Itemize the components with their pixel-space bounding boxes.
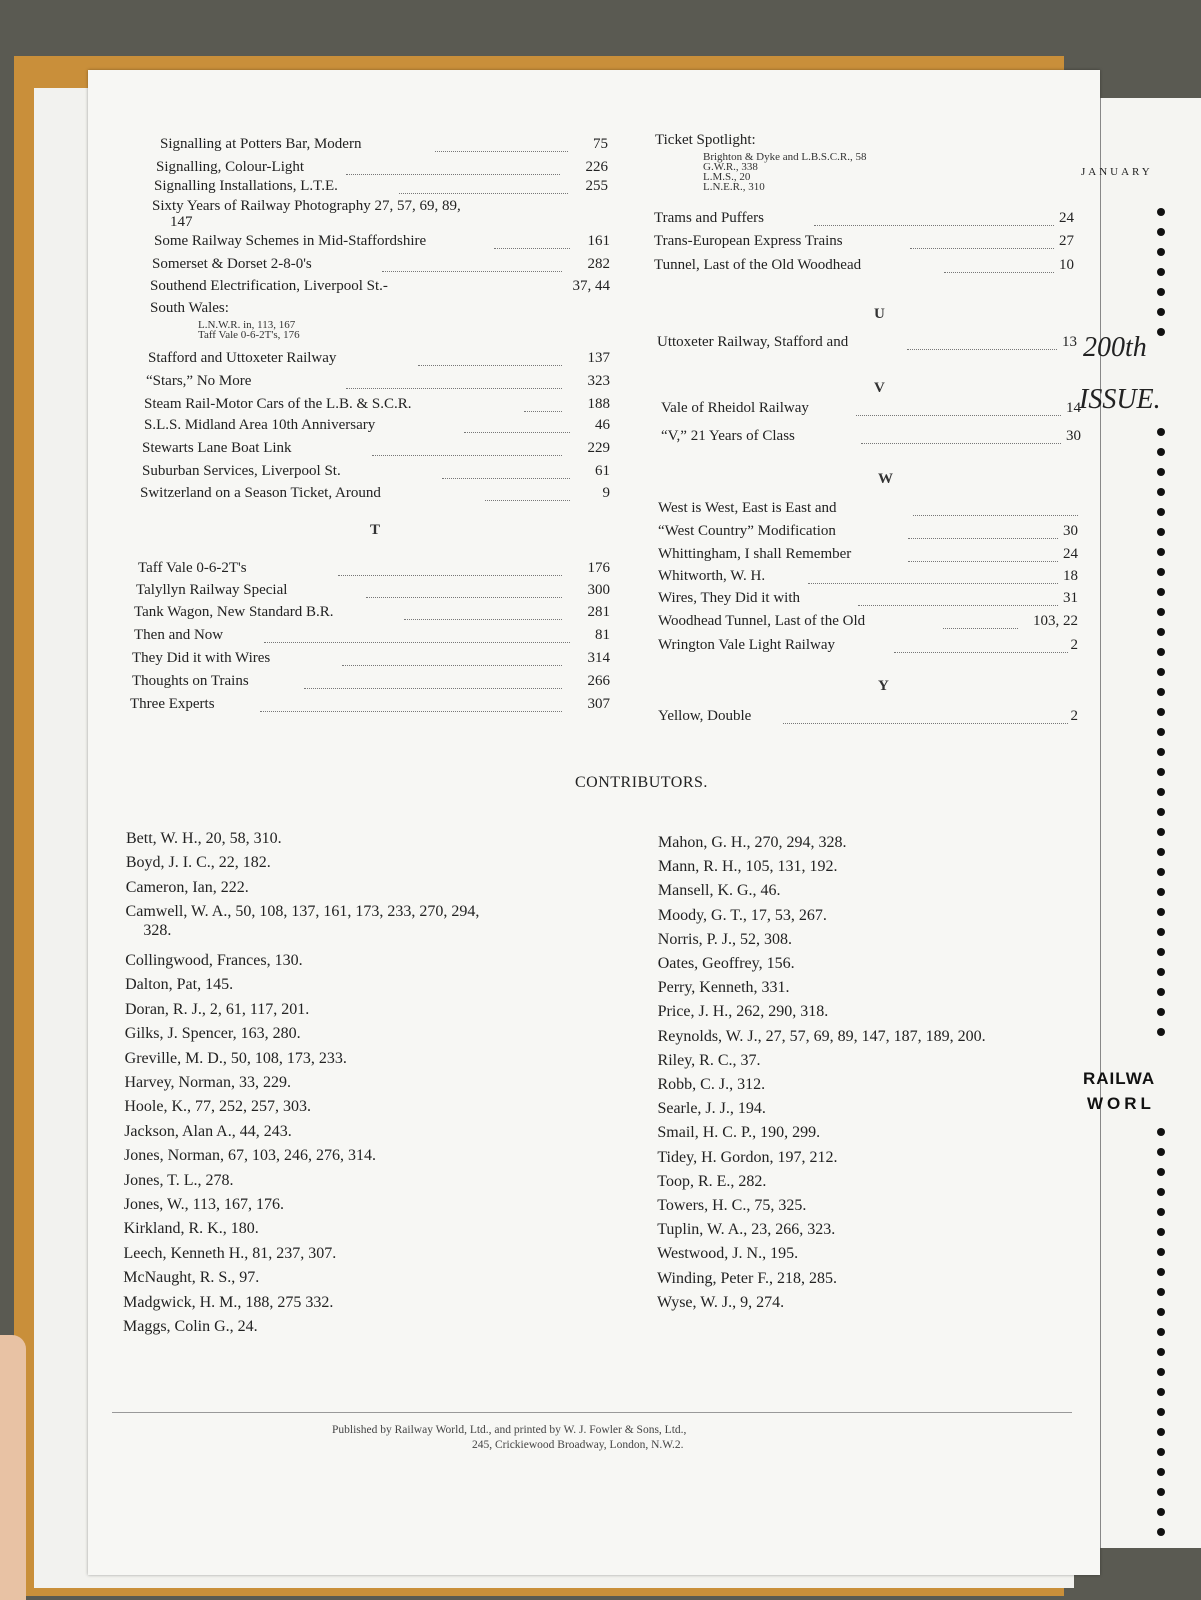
dot-leader (524, 411, 562, 412)
index-entry (160, 136, 608, 158)
contributor-entry: Jones, Norman, 67, 103, 246, 276, 314. (124, 1147, 377, 1165)
dot-leader (346, 174, 560, 175)
contributor-entry: Perry, Kenneth, 331. (657, 979, 790, 997)
border-dot (1157, 328, 1165, 336)
section-letter: W (878, 471, 893, 487)
contributor-entry: Jackson, Alan A., 44, 243. (124, 1122, 292, 1140)
border-dot (1157, 1268, 1165, 1276)
index-entry-continuation: 147 (170, 214, 193, 230)
index-entry-title: Steam Rail-Motor Cars of the L.B. & S.C.R. (144, 396, 412, 412)
dot-leader (494, 248, 570, 249)
index-entry-page: 75 (593, 136, 608, 152)
dot-leader (858, 605, 1058, 606)
border-dot (1157, 1348, 1165, 1356)
index-subentry: L.N.E.R., 310 (703, 181, 765, 193)
contributor-entry: Gilks, J. Spencer, 163, 280. (124, 1025, 301, 1043)
border-dot (1157, 248, 1165, 256)
dot-leader (264, 642, 570, 643)
index-entry (654, 257, 1074, 279)
index-entry-title: Stafford and Uttoxeter Railway (148, 350, 337, 366)
index-entry (136, 582, 610, 604)
footer-rule (112, 1412, 1072, 1413)
index-entry-title: Tank Wagon, New Standard B.R. (134, 604, 334, 620)
border-dot (1157, 528, 1165, 536)
index-entry-page: 226 (585, 159, 608, 175)
index-entry-page: 24 (1059, 210, 1074, 226)
index-entry-title: S.L.S. Midland Area 10th Anniversary (144, 417, 376, 433)
index-entry (661, 400, 1081, 422)
index-entry-title: They Did it with Wires (132, 650, 271, 666)
index-entry-page: 314 (587, 650, 610, 666)
next-page-edge (1079, 98, 1201, 1548)
index-entry-page: 46 (595, 417, 610, 433)
contributor-entry: Price, J. H., 262, 290, 318. (657, 1003, 829, 1021)
contributor-entry: Tuplin, W. A., 23, 266, 323. (657, 1221, 836, 1239)
dot-leader (342, 665, 562, 666)
contributor-entry: Winding, Peter F., 218, 285. (657, 1269, 837, 1287)
border-dot (1157, 1428, 1165, 1436)
border-dot (1157, 708, 1165, 716)
index-entry-page: 176 (587, 560, 610, 576)
border-dot (1157, 588, 1165, 596)
index-entry-title: South Wales: (150, 300, 229, 316)
index-entry (134, 604, 610, 626)
contributors-heading: CONTRIBUTORS. (575, 774, 708, 791)
border-dot (1157, 1488, 1165, 1496)
index-entry-page: 266 (587, 673, 610, 689)
index-entry (658, 568, 1078, 590)
border-dot (1157, 948, 1165, 956)
index-entry-page: 103, 22 (1033, 613, 1078, 629)
index-entry (661, 428, 1081, 450)
border-dot (1157, 1368, 1165, 1376)
index-entry (152, 256, 610, 278)
section-letter: U (874, 306, 885, 322)
border-dot (1157, 1228, 1165, 1236)
border-dot (1157, 768, 1165, 776)
border-dot (1157, 1008, 1165, 1016)
dot-leader (346, 388, 562, 389)
index-entry (148, 350, 610, 372)
border-dot (1157, 888, 1165, 896)
railway-world-logo-line2: WORL (1087, 1094, 1155, 1113)
contributor-entry: Boyd, J. I. C., 22, 182. (125, 854, 271, 872)
index-entry (152, 198, 610, 220)
index-entry-title: Somerset & Dorset 2-8-0's (152, 256, 312, 272)
index-page (88, 70, 1100, 1575)
index-entry-title: Ticket Spotlight: (655, 132, 756, 148)
section-letter: Y (878, 678, 889, 694)
index-entry-title: “Stars,” No More (146, 373, 252, 389)
border-dot (1157, 988, 1165, 996)
index-entry (657, 334, 1077, 356)
dot-leader (366, 597, 562, 598)
index-entry (130, 696, 610, 718)
issue-label-line: ISSUE. (1079, 384, 1161, 415)
index-entry-page: 61 (595, 463, 610, 479)
border-dot (1157, 928, 1165, 936)
contributor-entry: Collingwood, Frances, 130. (125, 952, 303, 969)
dot-leader (338, 575, 562, 576)
index-entry-page: 10 (1059, 257, 1074, 273)
border-dot (1157, 968, 1165, 976)
border-dot (1157, 728, 1165, 736)
index-entry-title: Switzerland on a Season Ticket, Around (140, 485, 381, 501)
border-dot (1157, 228, 1165, 236)
dot-leader (808, 583, 1058, 584)
border-dot (1157, 688, 1165, 696)
contributor-entry: Searle, J. J., 194. (657, 1100, 766, 1118)
contributor-entry: Camwell, W. A., 50, 108, 137, 161, 173, 233, 270, 294, (125, 903, 480, 921)
contributor-entry: Greville, M. D., 50, 108, 173, 233. (124, 1049, 347, 1067)
index-entry-title: Woodhead Tunnel, Last of the Old (658, 613, 866, 629)
index-entry-title: Yellow, Double (658, 708, 752, 724)
dot-leader (399, 193, 568, 194)
dot-leader (814, 225, 1054, 226)
border-dot (1157, 568, 1165, 576)
border-dot (1157, 1288, 1165, 1296)
border-dot (1157, 1448, 1165, 1456)
contributor-entry: Maggs, Colin G., 24. (123, 1318, 258, 1335)
index-entry-title: Wires, They Did it with (658, 590, 801, 606)
index-entry (134, 627, 610, 649)
dot-leader (435, 151, 568, 152)
index-entry-title: Southend Electrification, Liverpool St.- (150, 278, 388, 294)
border-dot (1157, 668, 1165, 676)
index-entry (154, 233, 610, 255)
contributor-entry: Harvey, Norman, 33, 229. (124, 1074, 291, 1091)
index-subentry: Brighton & Dyke and L.B.S.C.R., 58 (703, 151, 867, 163)
contributor-entry: Jones, T. L., 278. (123, 1171, 234, 1189)
footer-publisher-line: Published by Railway World, Ltd., and printed by W. J. Fowler & Sons, Ltd., (332, 1424, 687, 1436)
border-dot (1157, 1188, 1165, 1196)
index-entry-title: Suburban Services, Liverpool St. (142, 463, 341, 479)
index-entry-page: 2 (1070, 708, 1078, 724)
index-entry (144, 396, 610, 418)
contributor-entry: Leech, Kenneth H., 81, 237, 307. (123, 1244, 337, 1262)
dot-leader (783, 723, 1068, 724)
index-subentry: G.W.R., 338 (703, 161, 758, 173)
dot-leader (442, 478, 570, 479)
border-dot (1157, 1308, 1165, 1316)
index-entry-page: 30 (1066, 428, 1081, 444)
index-entry-title: Thoughts on Trains (132, 673, 249, 689)
contributor-entry: Dalton, Pat, 145. (125, 976, 234, 994)
border-dot (1157, 468, 1165, 476)
border-dot (1157, 808, 1165, 816)
border-dot (1157, 1468, 1165, 1476)
dot-leader (418, 365, 562, 366)
contributor-entry: Riley, R. C., 37. (657, 1051, 761, 1069)
section-letter: V (874, 380, 885, 396)
index-entry-page: 24 (1063, 546, 1078, 562)
index-entry (658, 637, 1078, 659)
index-entry (146, 373, 610, 395)
border-dot (1157, 828, 1165, 836)
contributor-entry: Bett, W. H., 20, 58, 310. (126, 830, 282, 847)
border-dot (1157, 1328, 1165, 1336)
contributor-entry: McNaught, R. S., 97. (123, 1269, 260, 1287)
index-entry-page: 37, 44 (572, 278, 610, 294)
index-entry-title: Taff Vale 0-6-2T's (138, 560, 247, 576)
index-entry-page: 13 (1062, 334, 1077, 350)
index-entry (138, 560, 610, 582)
index-entry-page: 255 (585, 178, 608, 194)
index-entry-title: Signalling Installations, L.T.E. (154, 178, 338, 194)
index-entry-title: Stewarts Lane Boat Link (142, 440, 292, 456)
index-entry-title: Tunnel, Last of the Old Woodhead (654, 257, 862, 273)
index-entry-title: Some Railway Schemes in Mid-Staffordshire (154, 233, 427, 249)
index-entry-page: 30 (1063, 523, 1078, 539)
footer-address-line: 245, Crickiewood Broadway, London, N.W.2. (472, 1439, 684, 1451)
dot-leader (910, 248, 1054, 249)
index-entry (142, 440, 610, 462)
dot-leader (372, 455, 562, 456)
index-entry (654, 233, 1074, 255)
border-dot (1157, 628, 1165, 636)
index-entry-page: 27 (1059, 233, 1074, 249)
index-entry (658, 500, 1078, 522)
dot-leader (464, 432, 570, 433)
contributor-entry: Towers, H. C., 75, 325. (657, 1197, 807, 1214)
contributor-entry: Madgwick, H. M., 188, 275 332. (123, 1293, 334, 1311)
index-entry-title: West is West, East is East and (658, 500, 837, 516)
contributor-entry: Mahon, G. H., 270, 294, 328. (658, 834, 847, 851)
border-dot (1157, 1148, 1165, 1156)
index-entry (658, 590, 1078, 612)
section-letter: T (370, 522, 381, 538)
contributor-entry: Reynolds, W. J., 27, 57, 69, 89, 147, 187, 189, 200. (657, 1027, 986, 1045)
index-entry (140, 485, 610, 507)
issue-number-line: 200th (1083, 332, 1147, 363)
index-entry (144, 417, 610, 439)
index-entry (142, 463, 610, 485)
contributor-entry: Hoole, K., 77, 252, 257, 303. (124, 1098, 311, 1116)
index-entry-title: Signalling, Colour-Light (156, 159, 305, 175)
dot-leader (404, 619, 562, 620)
border-dot (1157, 1528, 1165, 1536)
dot-leader (382, 271, 562, 272)
border-dot (1157, 308, 1165, 316)
border-dot (1157, 748, 1165, 756)
index-entry-page: 307 (587, 696, 610, 712)
index-entry-page: 229 (587, 440, 610, 456)
border-dot (1157, 648, 1165, 656)
index-entry-title: Wrington Vale Light Railway (658, 637, 836, 653)
border-dot (1157, 448, 1165, 456)
border-dot (1157, 868, 1165, 876)
index-entry-title: Then and Now (134, 627, 224, 643)
index-entry-page: 282 (587, 256, 610, 272)
contributor-entry: Mansell, K. G., 46. (657, 882, 781, 900)
dot-leader (856, 415, 1061, 416)
dot-leader (907, 349, 1057, 350)
index-entry-title: Uttoxeter Railway, Stafford and (657, 334, 849, 350)
index-entry-page: 281 (587, 604, 610, 620)
contributor-entry: 328. (143, 921, 172, 939)
index-entry-page: 137 (587, 350, 610, 366)
index-entry-page: 161 (587, 233, 610, 249)
border-dot (1157, 608, 1165, 616)
index-entry-title: Whitworth, W. H. (658, 568, 766, 584)
index-entry (150, 278, 610, 300)
border-dot (1157, 908, 1165, 916)
contributor-entry: Oates, Geoffrey, 156. (657, 955, 795, 972)
index-entry-page: 9 (602, 485, 610, 501)
dot-leader (913, 515, 1078, 516)
index-entry-title: Trams and Puffers (654, 210, 765, 226)
border-dot (1157, 788, 1165, 796)
index-entry (658, 613, 1078, 635)
border-dot (1157, 1208, 1165, 1216)
border-dot (1157, 1248, 1165, 1256)
index-entry-page: 18 (1063, 568, 1078, 584)
index-entry-title: Trans-European Express Trains (654, 233, 843, 249)
contributor-entry: Tidey, H. Gordon, 197, 212. (657, 1148, 838, 1166)
border-dot (1157, 268, 1165, 276)
thumb (0, 1335, 26, 1600)
index-entry (658, 523, 1078, 545)
index-subentry: Taff Vale 0-6-2T's, 176 (198, 329, 300, 341)
index-entry-title: Three Experts (130, 696, 215, 712)
contributor-entry: Moody, G. T., 17, 53, 267. (657, 906, 827, 924)
dot-leader (861, 443, 1061, 444)
border-dot (1157, 208, 1165, 216)
index-entry-title: Whittingham, I shall Remember (658, 546, 852, 562)
contributor-entry: Toop, R. E., 282. (657, 1172, 767, 1190)
index-entry-page: 2 (1070, 637, 1078, 653)
border-dot (1157, 1408, 1165, 1416)
contributor-entry: Kirkland, R. K., 180. (123, 1220, 259, 1238)
index-subentry: L.M.S., 20 (703, 171, 751, 183)
contributor-entry: Wyse, W. J., 9, 274. (657, 1293, 785, 1311)
index-entry (654, 210, 1074, 232)
dot-leader (943, 628, 1018, 629)
contributor-entry: Robb, C. J., 312. (657, 1076, 766, 1093)
index-entry (132, 673, 610, 695)
contributor-entry: Mann, R. H., 105, 131, 192. (657, 858, 838, 876)
dot-leader (944, 272, 1054, 273)
index-subentry: L.N.W.R. in, 113, 167 (198, 319, 296, 331)
index-entry-title: Signalling at Potters Bar, Modern (160, 136, 362, 152)
border-dot (1157, 848, 1165, 856)
border-dot (1157, 1508, 1165, 1516)
month-label: JANUARY (1081, 166, 1153, 178)
border-dot (1157, 508, 1165, 516)
index-entry-page: 323 (587, 373, 610, 389)
dot-leader (894, 652, 1068, 653)
index-entry (658, 708, 1078, 730)
index-entry-page: 81 (595, 627, 610, 643)
border-dot (1157, 1128, 1165, 1136)
index-entry-page: 14 (1066, 400, 1081, 416)
index-entry-title: “West Country” Modification (658, 523, 836, 539)
index-entry-title: Sixty Years of Railway Photography 27, 57, 69, 89, (152, 198, 461, 214)
contributor-entry: Doran, R. J., 2, 61, 117, 201. (124, 1000, 310, 1018)
index-entry-page: 188 (587, 396, 610, 412)
index-entry (154, 178, 608, 200)
index-entry-page: 300 (587, 582, 610, 598)
dot-leader (908, 561, 1058, 562)
dot-leader (304, 688, 562, 689)
index-entry-title: “V,” 21 Years of Class (661, 428, 795, 444)
index-entry-title: Vale of Rheidol Railway (661, 400, 809, 416)
border-dot (1157, 1168, 1165, 1176)
border-dot (1157, 488, 1165, 496)
railway-world-logo-line1: RAILWA (1083, 1069, 1156, 1088)
contributor-entry: Smail, H. C. P., 190, 299. (657, 1124, 821, 1142)
border-dot (1157, 288, 1165, 296)
dot-leader (908, 538, 1058, 539)
border-dot (1157, 428, 1165, 436)
contributor-entry: Norris, P. J., 52, 308. (657, 930, 793, 948)
border-dot (1157, 548, 1165, 556)
index-entry-title: Talyllyn Railway Special (136, 582, 288, 598)
contributor-entry: Jones, W., 113, 167, 176. (123, 1196, 285, 1213)
index-entry (132, 650, 610, 672)
dot-leader (260, 711, 562, 712)
border-dot (1157, 1028, 1165, 1036)
contributor-entry: Westwood, J. N., 195. (657, 1245, 799, 1263)
dot-leader (485, 500, 570, 501)
contributor-entry: Cameron, Ian, 222. (125, 878, 249, 896)
border-dot (1157, 1388, 1165, 1396)
index-entry-page: 31 (1063, 590, 1078, 606)
index-entry (658, 546, 1078, 568)
